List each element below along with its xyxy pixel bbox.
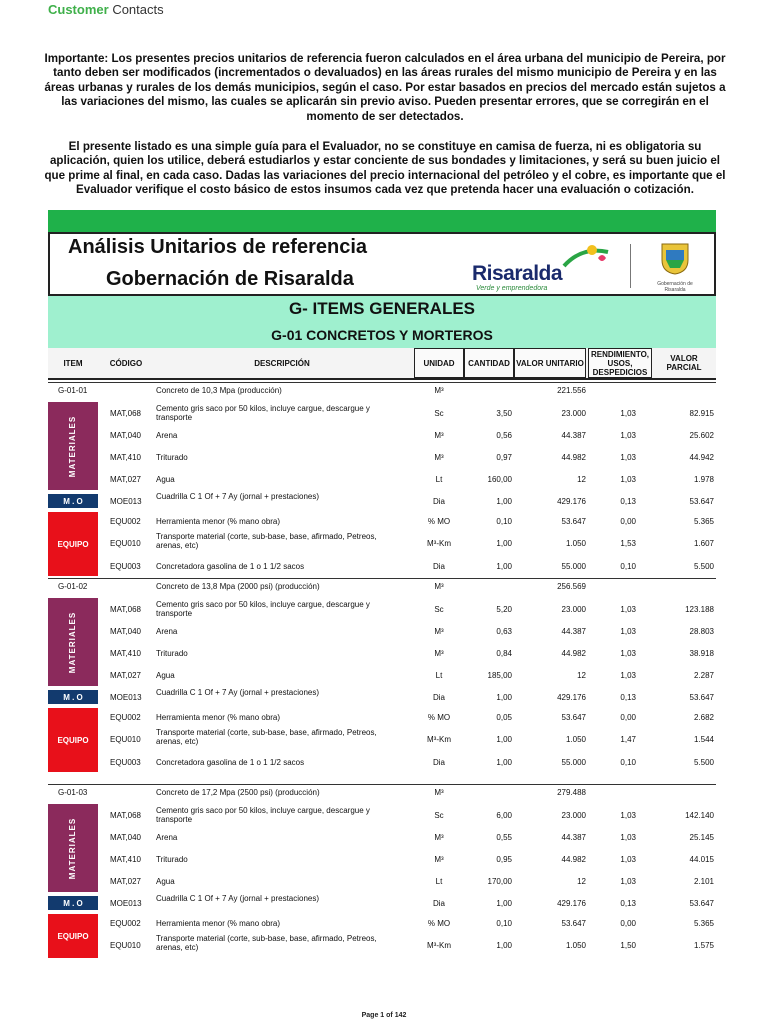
row-unit-value: 1.050 (565, 538, 586, 548)
row-rendimiento: 1,47 (620, 734, 636, 744)
item-code: G-01-02 (58, 582, 88, 591)
brand-contacts: Contacts (112, 2, 164, 17)
row-rendimiento: 0,00 (620, 712, 636, 722)
row-quantity: 3,50 (496, 408, 512, 418)
row-rendimiento: 1,03 (620, 474, 636, 484)
row-quantity: 0,95 (496, 854, 512, 864)
row-unit: Dia (432, 757, 445, 767)
row-rendimiento: 1,50 (620, 940, 636, 950)
row-partial-value: 38.918 (689, 648, 714, 658)
row-partial-value: 2.287 (693, 670, 714, 680)
row-partial-value: 5.365 (693, 516, 714, 526)
section-title: G- ITEMS GENERALES (288, 299, 476, 318)
column-headers (48, 348, 716, 380)
row-unit: Sc (434, 810, 444, 820)
row-partial-value: 1.607 (693, 538, 714, 548)
row-unit: Dia (432, 561, 445, 571)
row-quantity: 1,00 (496, 538, 512, 548)
row-description: Transporte material (corte, sub-base, base, afirmado, Petreos, arenas, etc) (156, 728, 377, 746)
band-mano-obra: M . O (48, 494, 98, 508)
row-unit: % MO (427, 516, 451, 526)
row-code: EQU003 (110, 561, 141, 571)
green-bar (48, 210, 716, 232)
band-materiales-label: MATERIALES (68, 611, 78, 673)
row-rendimiento: 0,00 (620, 516, 636, 526)
col-rendimiento: RENDIMIENTO, USOS, DESPEDICIOS (588, 348, 652, 378)
band-equipo: EQUIPO (48, 512, 98, 576)
row-unit-value: 429.176 (557, 692, 586, 702)
page-footer: Page 1 of 142 (361, 1012, 407, 1019)
row-code: MAT,410 (110, 648, 141, 658)
item-header-row (48, 382, 716, 400)
row-rendimiento: 1,03 (620, 626, 636, 636)
row-unit: M³ (434, 832, 444, 842)
logo-tagline: Verde y emprendedora (476, 285, 548, 292)
col-descripcion: DESCRIPCIÓN (254, 358, 310, 368)
row-rendimiento: 1,03 (620, 854, 636, 864)
row-quantity: 1,00 (496, 561, 512, 571)
item-header-row (48, 784, 716, 802)
row-unit-value: 53.647 (561, 516, 586, 526)
row-unit-value: 55.000 (561, 757, 586, 767)
row-partial-value: 53.647 (689, 692, 714, 702)
row-code: MAT,027 (110, 876, 141, 886)
row-code: EQU002 (110, 516, 141, 526)
brand-customer: Customer (48, 2, 109, 17)
row-unit-value: 44.387 (561, 832, 586, 842)
row-code: EQU002 (110, 918, 141, 928)
row-quantity: 1,00 (496, 898, 512, 908)
row-unit-value: 44.982 (561, 854, 586, 864)
header-title: Análisis Unitarios de referencia (68, 236, 368, 258)
row-quantity: 0,05 (496, 712, 512, 722)
row-code: EQU010 (110, 538, 141, 548)
row-unit-value: 23.000 (561, 810, 586, 820)
logo-figure-icon (562, 242, 612, 272)
row-partial-value: 2.682 (693, 712, 714, 722)
row-description: Concretadora gasolina de 1 o 1 1/2 sacos (156, 757, 305, 767)
row-code: MOE013 (110, 496, 142, 506)
row-rendimiento: 1,53 (620, 538, 636, 548)
row-code: EQU010 (110, 940, 141, 950)
row-description: Cemento gris saco por 50 kilos, incluye cargue, descargue y transporte (156, 806, 370, 824)
row-quantity: 185,00 (487, 670, 512, 680)
row-description: Triturado (156, 648, 188, 658)
item-total: 279.488 (557, 788, 586, 797)
row-partial-value: 28.803 (689, 626, 714, 636)
row-description: Cuadrilla C 1 Of + 7 Ay (jornal + prestaciones) (156, 492, 320, 501)
row-partial-value: 142.140 (685, 810, 714, 820)
row-code: MAT,027 (110, 670, 141, 680)
logo-word: Risaralda (472, 262, 563, 285)
row-code: MOE013 (110, 898, 142, 908)
row-unit-value: 429.176 (557, 496, 586, 506)
section-banner (48, 296, 716, 348)
row-rendimiento: 1,03 (620, 452, 636, 462)
item-total: 221.556 (557, 386, 586, 395)
col-unidad: UNIDAD (414, 348, 464, 378)
row-partial-value: 5.500 (693, 757, 714, 767)
header-divider (630, 244, 631, 288)
row-unit: Sc (434, 604, 444, 614)
row-code: MAT,068 (110, 604, 141, 614)
col-valor-unitario: VALOR UNITARIO (514, 348, 586, 378)
band-equipo: EQUIPO (48, 708, 98, 772)
row-unit-value: 44.387 (561, 430, 586, 440)
item-header-row (48, 578, 716, 596)
row-description: Transporte material (corte, sub-base, base, afirmado, Petreos, arenas, etc) (156, 934, 377, 952)
row-partial-value: 44.015 (689, 854, 714, 864)
row-unit-value: 12 (577, 876, 586, 886)
row-unit-value: 12 (577, 670, 586, 680)
row-unit: Sc (434, 408, 444, 418)
document-header (48, 232, 716, 296)
row-partial-value: 44.942 (689, 452, 714, 462)
row-code: MAT,040 (110, 832, 141, 842)
item-description: Concreto de 10,3 Mpa (producción) (156, 386, 282, 395)
section-subtitle: G-01 CONCRETOS Y MORTEROS (271, 327, 493, 343)
row-unit: % MO (427, 712, 451, 722)
row-unit-value: 429.176 (557, 898, 586, 908)
topbar (48, 2, 164, 17)
row-description: Agua (156, 474, 175, 484)
row-partial-value: 123.188 (685, 604, 714, 614)
row-code: MAT,040 (110, 626, 141, 636)
row-rendimiento: 0,13 (620, 496, 636, 506)
row-description: Arena (156, 832, 178, 842)
row-code: MAT,410 (110, 854, 141, 864)
row-quantity: 1,00 (496, 940, 512, 950)
band-materiales-label: MATERIALES (68, 817, 78, 879)
row-rendimiento: 0,13 (620, 692, 636, 702)
row-rendimiento: 0,10 (620, 757, 636, 767)
row-unit-value: 53.647 (561, 918, 586, 928)
row-description: Herramienta menor (% mano obra) (156, 712, 281, 722)
row-rendimiento: 1,03 (620, 670, 636, 680)
row-quantity: 0,84 (496, 648, 512, 658)
row-partial-value: 1.544 (693, 734, 714, 744)
row-description: Agua (156, 670, 175, 680)
row-quantity: 1,00 (496, 496, 512, 506)
item-unit: M³ (434, 788, 444, 797)
row-description: Cemento gris saco por 50 kilos, incluye cargue, descargue y transporte (156, 404, 370, 422)
row-quantity: 1,00 (496, 734, 512, 744)
row-unit: % MO (427, 918, 451, 928)
row-code: MOE013 (110, 692, 142, 702)
row-description: Cemento gris saco por 50 kilos, incluye cargue, descargue y transporte (156, 600, 370, 618)
seal-icon (658, 240, 692, 276)
col-codigo: CÓDIGO (109, 358, 143, 368)
row-unit: M³ (434, 430, 444, 440)
row-description: Herramienta menor (% mano obra) (156, 918, 281, 928)
item-total: 256.569 (557, 582, 586, 591)
row-quantity: 6,00 (496, 810, 512, 820)
band-equipo: EQUIPO (48, 914, 98, 958)
row-description: Cuadrilla C 1 Of + 7 Ay (jornal + prestaciones) (156, 688, 320, 697)
row-quantity: 1,00 (496, 757, 512, 767)
item-description: Concreto de 17,2 Mpa (2500 psi) (producción) (156, 788, 320, 797)
band-mano-obra: M . O (48, 690, 98, 704)
notice-guia: El presente listado es una simple guía para el Evaluador, no se constituye en camisa de fuerza, ni es obligatoria su aplicación, quien los utilice, deberá estudiarlos y estar conciente de sus bondades y limitaciones, y será su buen juicio el que prime al final, en cada caso. Dadas las variaciones del precio internacional del petróleo y el cobre, es importante que el Evaluador verifique el costo básico de estos insumos cada vez que pretenda hacer una evaluación o cotización. (44, 140, 726, 197)
row-code: MAT,040 (110, 430, 141, 440)
item-code: G-01-03 (58, 788, 88, 797)
row-partial-value: 53.647 (689, 496, 714, 506)
gobernacion-seal (650, 240, 700, 292)
risaralda-logo (470, 242, 630, 290)
row-quantity: 0,97 (496, 452, 512, 462)
row-description: Cuadrilla C 1 Of + 7 Ay (jornal + prestaciones) (156, 894, 320, 903)
row-description: Triturado (156, 452, 188, 462)
row-unit-value: 44.982 (561, 452, 586, 462)
row-rendimiento: 1,03 (620, 408, 636, 418)
row-rendimiento: 0,10 (620, 561, 636, 571)
row-unit: M³-Km (427, 538, 451, 548)
row-description: Transporte material (corte, sub-base, base, afirmado, Petreos, arenas, etc) (156, 532, 377, 550)
row-description: Agua (156, 876, 175, 886)
row-rendimiento: 1,03 (620, 604, 636, 614)
row-quantity: 0,10 (496, 918, 512, 928)
row-code: MAT,410 (110, 452, 141, 462)
row-unit-value: 44.982 (561, 648, 586, 658)
row-unit: Lt (435, 670, 443, 680)
row-partial-value: 5.500 (693, 561, 714, 571)
row-rendimiento: 1,03 (620, 648, 636, 658)
row-description: Concretadora gasolina de 1 o 1 1/2 sacos (156, 561, 305, 571)
row-unit-value: 53.647 (561, 712, 586, 722)
row-unit-value: 1.050 (565, 734, 586, 744)
row-unit-value: 1.050 (565, 940, 586, 950)
row-unit: M³ (434, 626, 444, 636)
row-unit: Lt (435, 474, 443, 484)
row-quantity: 0,56 (496, 430, 512, 440)
band-materiales (48, 402, 98, 490)
row-unit-value: 44.387 (561, 626, 586, 636)
col-valor-parcial: VALOR PARCIAL (666, 354, 702, 372)
row-description: Arena (156, 430, 178, 440)
item-description: Concreto de 13,8 Mpa (2000 psi) (producción) (156, 582, 320, 591)
band-materiales-label: MATERIALES (68, 415, 78, 477)
row-description: Triturado (156, 854, 188, 864)
row-description: Arena (156, 626, 178, 636)
row-rendimiento: 1,03 (620, 876, 636, 886)
row-partial-value: 5.365 (693, 918, 714, 928)
row-unit-value: 12 (577, 474, 586, 484)
col-cantidad: CANTIDAD (464, 348, 514, 378)
row-code: MAT,068 (110, 810, 141, 820)
row-rendimiento: 1,03 (620, 810, 636, 820)
row-unit-value: 55.000 (561, 561, 586, 571)
row-quantity: 0,10 (496, 516, 512, 526)
row-partial-value: 2.101 (693, 876, 714, 886)
row-quantity: 0,63 (496, 626, 512, 636)
row-unit: Dia (432, 898, 445, 908)
row-quantity: 160,00 (487, 474, 512, 484)
row-unit: M³ (434, 648, 444, 658)
band-mano-obra: M . O (48, 896, 98, 910)
row-unit: Dia (432, 692, 445, 702)
notice-importante: Importante: Los presentes precios unitarios de referencia fueron calculados en el área urbana del municipio de Pereira, por tanto deben ser modificados (incrementados o devaluados) en las áreas rurales del mismo municipio de Pereira y en las áreas urbanas y rurales de los demás municipios, según el caso. Por estar basados en precios del mercado están sujetos a las variaciones del mismo, las cuales se aplicarán sin previo aviso. Pueden presentar errores, que se corregirán en el momento de ser detectados. (44, 52, 726, 123)
row-unit: Dia (432, 496, 445, 506)
row-rendimiento: 0,13 (620, 898, 636, 908)
row-unit-value: 23.000 (561, 604, 586, 614)
row-rendimiento: 0,00 (620, 918, 636, 928)
row-partial-value: 82.915 (689, 408, 714, 418)
row-unit: M³-Km (427, 940, 451, 950)
row-code: MAT,068 (110, 408, 141, 418)
row-description: Herramienta menor (% mano obra) (156, 516, 281, 526)
row-code: MAT,027 (110, 474, 141, 484)
row-rendimiento: 1,03 (620, 832, 636, 842)
row-unit: M³ (434, 452, 444, 462)
row-code: EQU003 (110, 757, 141, 767)
band-materiales (48, 804, 98, 892)
row-partial-value: 53.647 (689, 898, 714, 908)
row-unit: M³ (434, 854, 444, 864)
row-partial-value: 1.575 (693, 940, 714, 950)
band-materiales (48, 598, 98, 686)
item-unit: M³ (434, 582, 444, 591)
row-partial-value: 1.978 (693, 474, 714, 484)
row-rendimiento: 1,03 (620, 430, 636, 440)
row-quantity: 170,00 (487, 876, 512, 886)
item-code: G-01-01 (58, 386, 88, 395)
header-subtitle: Gobernación de Risaralda (106, 268, 354, 290)
row-code: EQU010 (110, 734, 141, 744)
col-item: ITEM (63, 358, 83, 368)
row-unit: M³-Km (427, 734, 451, 744)
item-unit: M³ (434, 386, 444, 395)
row-unit: Lt (435, 876, 443, 886)
row-quantity: 1,00 (496, 692, 512, 702)
row-partial-value: 25.602 (689, 430, 714, 440)
row-unit-value: 23.000 (561, 408, 586, 418)
row-code: EQU002 (110, 712, 141, 722)
row-quantity: 0,55 (496, 832, 512, 842)
row-quantity: 5,20 (496, 604, 512, 614)
row-partial-value: 25.145 (689, 832, 714, 842)
seal-label: Gobernación de Risaralda (657, 281, 693, 293)
